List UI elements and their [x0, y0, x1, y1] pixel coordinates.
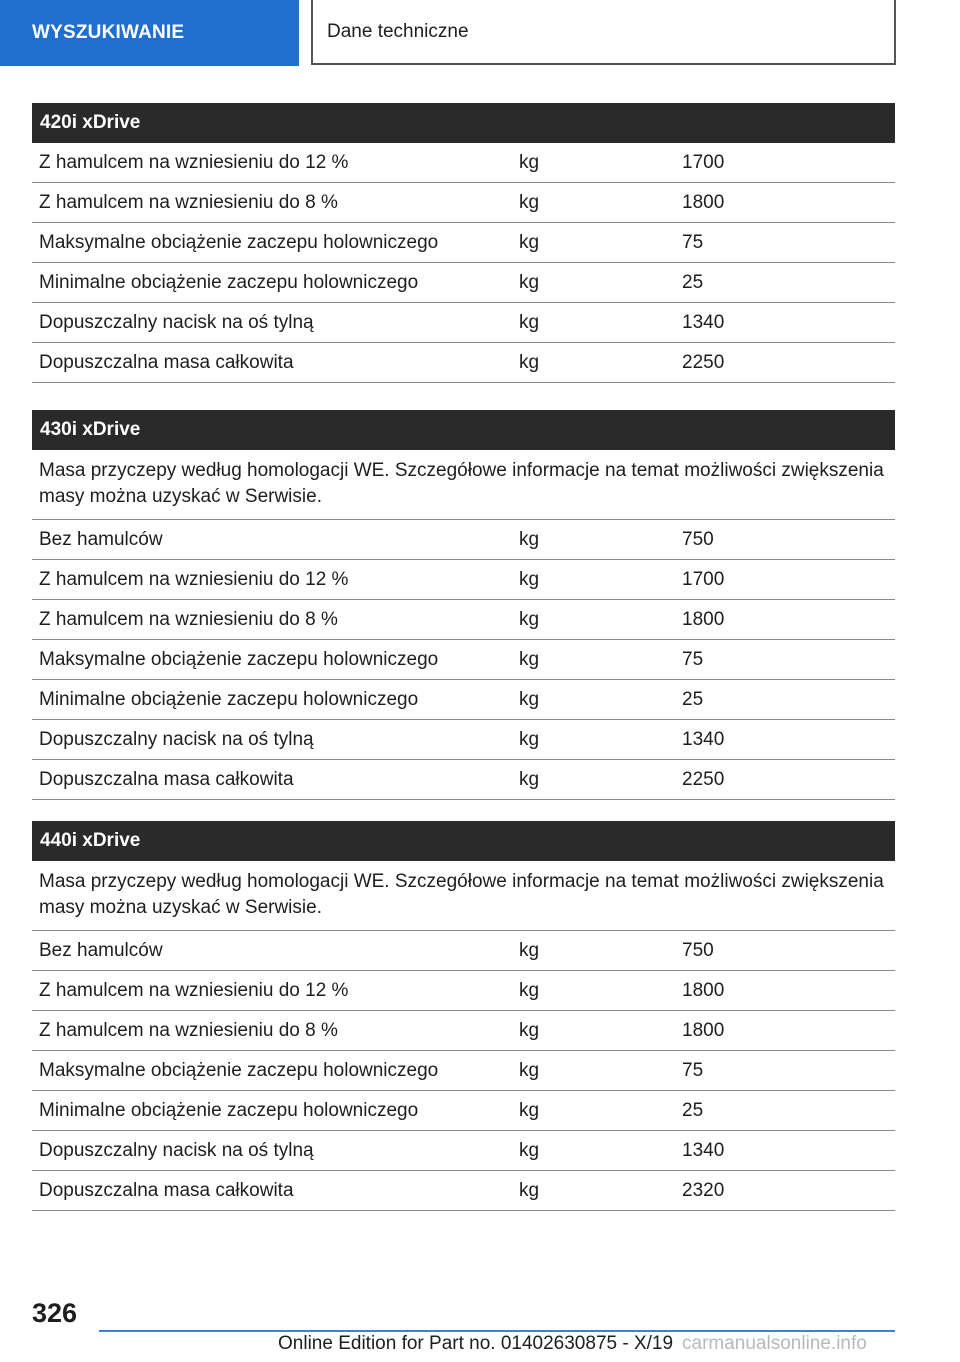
watermark-text: carmanualsonline.info [682, 1333, 867, 1354]
table-header-row [32, 821, 895, 861]
table-row [32, 640, 895, 680]
row-value: 75 [675, 640, 895, 680]
row-value: 1800 [675, 600, 895, 640]
row-unit: kg [512, 600, 675, 640]
row-label: Maksymalne obciążenie zaczepu holowniczego [32, 640, 512, 680]
row-unit: kg [512, 263, 675, 303]
row-label: Z hamulcem na wzniesieniu do 8 % [32, 600, 512, 640]
row-unit: kg [512, 343, 675, 383]
table-row [32, 680, 895, 720]
row-value: 75 [675, 1051, 895, 1091]
row-value: 1800 [675, 183, 895, 223]
table-row [32, 931, 895, 971]
row-value: 1340 [675, 1131, 895, 1171]
row-label: Maksymalne obciążenie zaczepu holowniczego [32, 223, 512, 263]
table-row [32, 720, 895, 760]
page-number: 326 [32, 1298, 78, 1328]
table-row [32, 560, 895, 600]
row-unit: kg [512, 1131, 675, 1171]
table-row [32, 971, 895, 1011]
row-unit: kg [512, 720, 675, 760]
row-label: Dopuszczalna masa całkowita [32, 1171, 512, 1211]
row-label: Dopuszczalny nacisk na oś tylną [32, 720, 512, 760]
row-value: 25 [675, 1091, 895, 1131]
row-unit: kg [512, 1171, 675, 1211]
model-heading: 440i xDrive [32, 821, 895, 861]
row-unit: kg [512, 560, 675, 600]
row-label: Minimalne obciążenie zaczepu holowniczego [32, 1091, 512, 1131]
row-label: Dopuszczalna masa całkowita [32, 343, 512, 383]
table-row [32, 1091, 895, 1131]
footer-divider [99, 1330, 895, 1332]
row-unit: kg [512, 183, 675, 223]
homologation-note: Masa przyczepy według homologacji WE. Szczegółowe informacje na temat możliwości zwiększenia masy można uzyskać w Serwisie. [32, 450, 895, 520]
row-label: Maksymalne obciążenie zaczepu holowniczego [32, 1051, 512, 1091]
table-note-row [32, 450, 895, 520]
table-row [32, 183, 895, 223]
table-row [32, 223, 895, 263]
row-label: Dopuszczalna masa całkowita [32, 760, 512, 800]
spec-table-440i [32, 821, 895, 1211]
row-label: Z hamulcem na wzniesieniu do 12 % [32, 143, 512, 183]
row-unit: kg [512, 640, 675, 680]
row-unit: kg [512, 520, 675, 560]
table-row [32, 263, 895, 303]
table-row [32, 520, 895, 560]
row-unit: kg [512, 680, 675, 720]
row-label: Minimalne obciążenie zaczepu holowniczego [32, 680, 512, 720]
search-button-label: WYSZUKIWANIE [32, 22, 185, 43]
row-unit: kg [512, 1091, 675, 1131]
row-label: Z hamulcem na wzniesieniu do 12 % [32, 971, 512, 1011]
row-unit: kg [512, 303, 675, 343]
row-label: Bez hamulców [32, 931, 512, 971]
table-row [32, 303, 895, 343]
row-value: 1340 [675, 720, 895, 760]
table-row [32, 1011, 895, 1051]
row-value: 1340 [675, 303, 895, 343]
row-unit: kg [512, 143, 675, 183]
row-value: 75 [675, 223, 895, 263]
row-label: Minimalne obciążenie zaczepu holowniczego [32, 263, 512, 303]
row-label: Bez hamulców [32, 520, 512, 560]
spec-table-430i [32, 410, 895, 800]
row-unit: kg [512, 931, 675, 971]
row-value: 2250 [675, 760, 895, 800]
row-label: Z hamulcem na wzniesieniu do 12 % [32, 560, 512, 600]
row-value: 2320 [675, 1171, 895, 1211]
model-heading: 420i xDrive [32, 103, 895, 143]
table-header-row [32, 103, 895, 143]
table-row [32, 760, 895, 800]
row-value: 25 [675, 263, 895, 303]
row-unit: kg [512, 1011, 675, 1051]
page-header [0, 0, 960, 66]
row-unit: kg [512, 760, 675, 800]
row-label: Z hamulcem na wzniesieniu do 8 % [32, 183, 512, 223]
table-row [32, 143, 895, 183]
row-value: 1800 [675, 1011, 895, 1051]
section-title-text: Dane techniczne [327, 20, 469, 42]
row-unit: kg [512, 971, 675, 1011]
row-value: 1800 [675, 971, 895, 1011]
row-value: 25 [675, 680, 895, 720]
row-value: 1700 [675, 560, 895, 600]
table-row [32, 343, 895, 383]
spec-table-420i [32, 103, 895, 383]
table-row [32, 600, 895, 640]
table-header-row [32, 410, 895, 450]
table-row [32, 1131, 895, 1171]
row-value: 1700 [675, 143, 895, 183]
search-button[interactable] [0, 0, 299, 66]
row-value: 750 [675, 520, 895, 560]
row-label: Dopuszczalny nacisk na oś tylną [32, 1131, 512, 1171]
row-unit: kg [512, 1051, 675, 1091]
row-label: Dopuszczalny nacisk na oś tylną [32, 303, 512, 343]
row-value: 2250 [675, 343, 895, 383]
model-heading: 430i xDrive [32, 410, 895, 450]
row-value: 750 [675, 931, 895, 971]
table-row [32, 1051, 895, 1091]
row-unit: kg [512, 223, 675, 263]
table-row [32, 1171, 895, 1211]
table-note-row [32, 861, 895, 931]
row-label: Z hamulcem na wzniesieniu do 8 % [32, 1011, 512, 1051]
section-title [311, 0, 896, 65]
homologation-note: Masa przyczepy według homologacji WE. Szczegółowe informacje na temat możliwości zwiększenia masy można uzyskać w Serwisie. [32, 861, 895, 931]
edition-text: Online Edition for Part no. 01402630875 - X/19 [278, 1333, 674, 1354]
